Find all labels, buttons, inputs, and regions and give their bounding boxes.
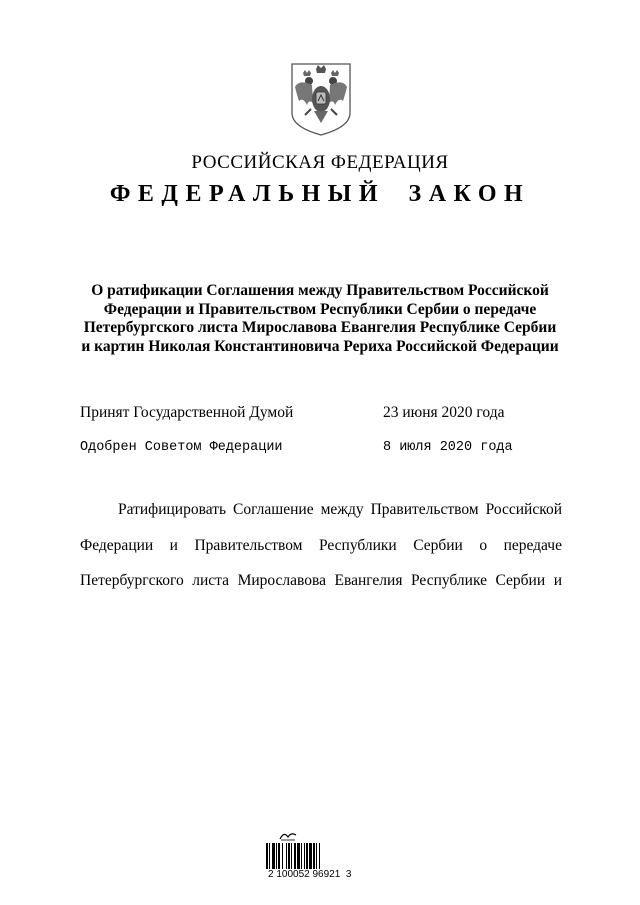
duma-date: 23 июня 2020 года — [383, 404, 505, 421]
body-line: Ратифицировать Соглашение между Правительством Российской — [118, 501, 562, 518]
law-title: О ратификации Соглашения между Правительством Российской Федерации и Правительством Республики Сербии о передаче Петербургского листа Мирославова Евангелия Республике Сербии и картин Николая Константиновича Рериха Российской Федерации — [81, 282, 559, 355]
council-date: 8 июля 2020 года — [383, 440, 513, 455]
barcode-number: 2 100052 96921 3 — [268, 869, 352, 880]
body-line: Петербургского листа Мирославова Евангелия Республике Сербии и — [80, 572, 562, 589]
russian-coat-of-arms-icon — [289, 61, 353, 137]
barcode-mark-icon — [278, 829, 298, 841]
country-name: РОССИЙСКАЯ ФЕДЕРАЦИЯ — [191, 152, 449, 173]
document-type: ФЕДЕРАЛЬНЫЙ ЗАКОН — [109, 181, 531, 207]
barcode-icon — [266, 843, 362, 869]
body-line: Федерации и Правительством Республики Сербии о передаче — [80, 537, 562, 554]
council-label: Одобрен Советом Федерации — [80, 440, 283, 455]
duma-label: Принят Государственной Думой — [80, 404, 294, 421]
